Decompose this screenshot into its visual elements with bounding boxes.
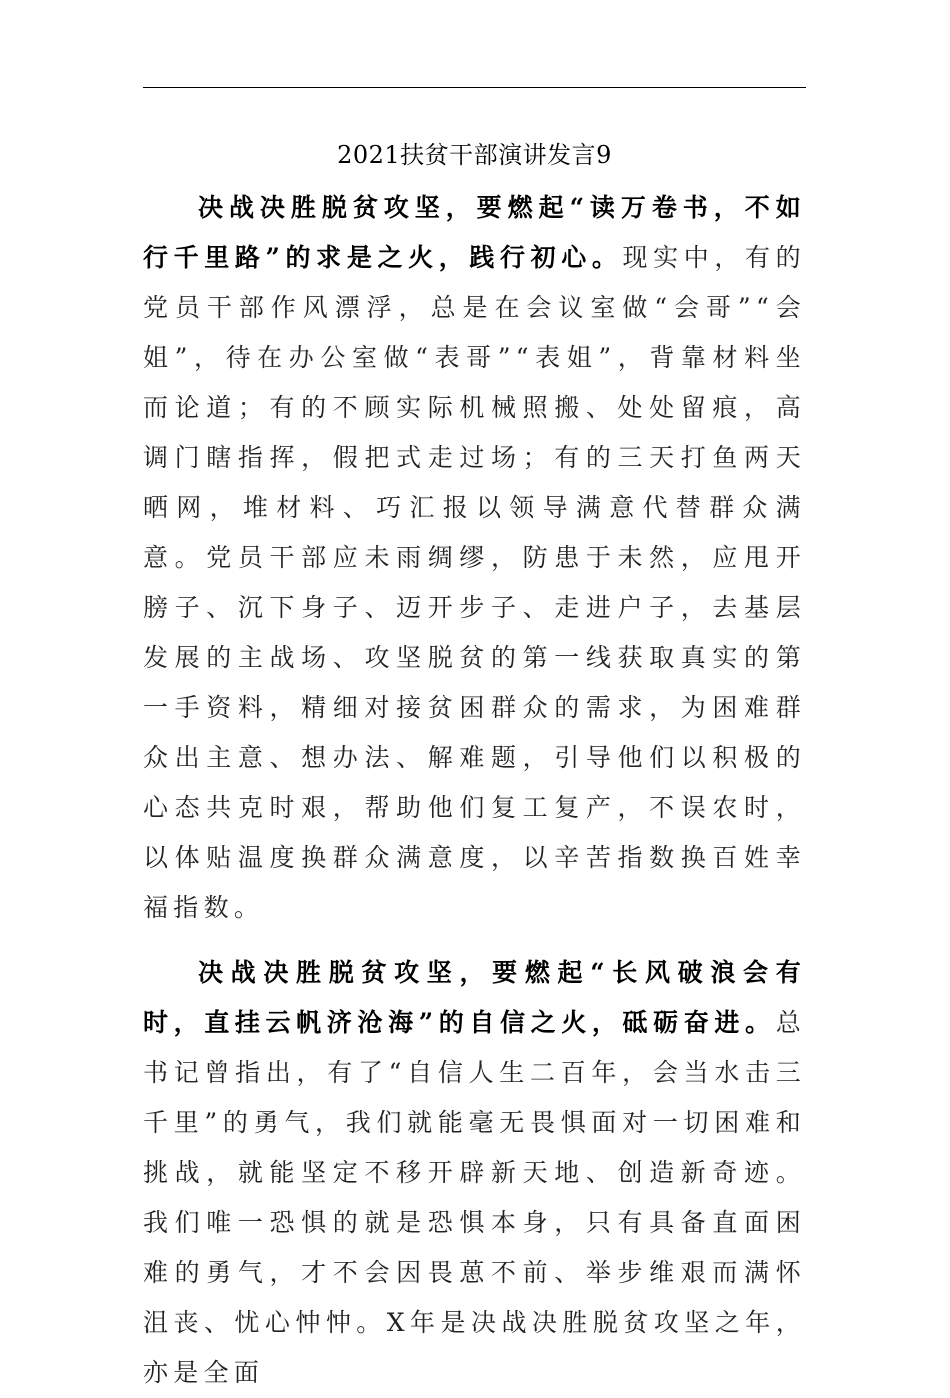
paragraph-2-text: 总书记曾指出，有了“自信人生二百年，会当水击三千里”的勇气，我们就能毫无畏惧面对一切困难和挑战，就能坚定不移开辟新天地、创造新奇迹。我们唯一恐惧的就是恐惧本身，只有具备直面困难的勇气，才不会因畏葸不前、举步维艰而满怀沮丧、忧心忡忡。X年是决战决胜脱贫攻坚之年，亦是全面 <box>143 1008 806 1387</box>
document-title: 2021扶贫干部演讲发言9 <box>337 141 612 169</box>
paragraph-1 <box>143 183 806 933</box>
paragraph-1-text: 现实中，有的党员干部作风漂浮，总是在会议室做“会哥”“会姐”，待在办公室做“表哥”“表姐”，背靠材料坐而论道；有的不顾实际机械照搬、处处留痕，高调门瞎指挥，假把式走过场；有的三天打鱼两天晒网，堆材料、巧汇报以领导满意代替群众满意。党员干部应未雨绸缪，防患于未然，应甩开膀子、沉下身子、迈开步子、走进户子，去基层发展的主战场、攻坚脱贫的第一线获取真实的第一手资料，精细对接贫困群众的需求，为困难群众出主意、想办法、解难题，引导他们以积极的心态共克时艰，帮助他们复工复产，不误农时，以体贴温度换群众满意度，以辛苦指数换百姓幸福指数。 <box>143 243 806 922</box>
document-body <box>143 183 806 1398</box>
paragraph-1-lead: 决战决胜脱贫攻坚，要燃起“读万卷书，不如行千里路”的求是之火，践行初心。 <box>143 193 806 272</box>
paragraph-2-lead: 决战决胜脱贫攻坚，要燃起“长风破浪会有时，直挂云帆济沧海”的自信之火，砥砺奋进。 <box>143 958 806 1037</box>
header-rule <box>143 87 806 88</box>
paragraph-2 <box>143 948 806 1398</box>
